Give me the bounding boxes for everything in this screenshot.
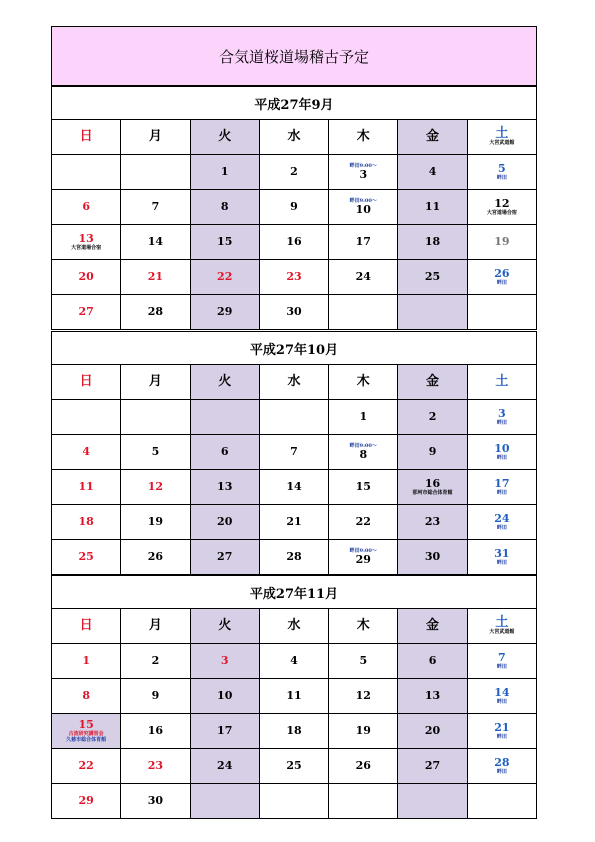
weekday-note: 大宮武道館 xyxy=(489,629,515,635)
day-number: 4 xyxy=(82,445,90,458)
day-cell xyxy=(121,225,190,260)
day-cell xyxy=(52,190,121,225)
day-cell xyxy=(121,784,190,819)
day-cell xyxy=(259,260,328,295)
day-note: 畔田9:00～ xyxy=(349,163,377,169)
day-note: 那珂市総合体育館 xyxy=(412,490,453,496)
weekday-header xyxy=(329,609,398,644)
day-cell xyxy=(467,435,536,470)
day-cell xyxy=(398,225,467,260)
day-number: 8 xyxy=(359,448,368,461)
day-number: 3 xyxy=(359,168,368,181)
day-number: 21 xyxy=(286,515,302,528)
calendar-november xyxy=(51,575,537,819)
day-number: 22 xyxy=(78,759,94,772)
day-cell xyxy=(121,435,190,470)
day-number: 29 xyxy=(217,305,233,318)
day-number: 29 xyxy=(355,553,371,566)
day-note: 畔田9:00～ xyxy=(349,548,377,554)
weekday-label: 土 xyxy=(495,374,509,389)
day-cell xyxy=(259,470,328,505)
day-cell xyxy=(398,470,467,505)
day-number: 8 xyxy=(220,200,229,213)
day-number: 30 xyxy=(424,550,441,563)
day-number: 1 xyxy=(359,410,368,423)
day-note: 畔田 xyxy=(496,560,507,566)
weekday-header xyxy=(329,365,398,400)
day-number: 26 xyxy=(494,267,510,280)
day-cell xyxy=(190,400,259,435)
weekday-label: 金 xyxy=(426,129,440,144)
weekday-header xyxy=(52,609,121,644)
day-cell xyxy=(121,400,190,435)
weekday-header xyxy=(259,365,328,400)
weekday-header xyxy=(467,609,536,644)
day-number: 28 xyxy=(147,305,164,318)
day-cell xyxy=(190,435,259,470)
day-number: 3 xyxy=(220,654,229,667)
day-cell xyxy=(398,714,467,749)
weekday-label: 水 xyxy=(287,374,301,389)
weekday-label: 金 xyxy=(426,618,440,633)
month-label: 平成27年10月 xyxy=(52,332,537,365)
weekday-header xyxy=(121,365,190,400)
day-cell xyxy=(259,435,328,470)
day-cell xyxy=(52,225,121,260)
month-label: 平成27年9月 xyxy=(52,87,537,120)
day-cell xyxy=(467,540,536,575)
day-number: 6 xyxy=(82,200,90,213)
month-label: 平成27年11月 xyxy=(52,576,537,609)
day-number: 12 xyxy=(147,480,164,493)
day-cell xyxy=(52,470,121,505)
day-cell xyxy=(121,470,190,505)
day-note: 畔田 xyxy=(496,769,507,775)
weekday-label: 日 xyxy=(79,618,93,633)
weekday-label: 木 xyxy=(356,618,370,633)
day-cell xyxy=(52,155,121,190)
day-cell xyxy=(121,644,190,679)
weekday-label: 金 xyxy=(426,374,440,389)
schedule-title-text: 合気道桜道場稽古予定 xyxy=(218,47,369,66)
day-note: 畔田 xyxy=(496,664,507,670)
day-cell xyxy=(52,644,121,679)
day-number: 28 xyxy=(494,756,510,769)
day-cell xyxy=(121,155,190,190)
day-note: 畔田 xyxy=(496,734,507,740)
day-cell xyxy=(190,540,259,575)
day-cell xyxy=(467,784,536,819)
day-cell xyxy=(121,714,190,749)
day-number: 25 xyxy=(286,759,302,772)
day-number: 15 xyxy=(78,718,94,731)
day-cell xyxy=(467,225,536,260)
weekday-note: 大宮武道館 xyxy=(489,140,515,146)
day-number: 12 xyxy=(494,197,510,210)
day-number: 23 xyxy=(424,515,441,528)
day-number: 16 xyxy=(424,477,441,490)
day-cell xyxy=(398,295,467,330)
day-number: 10 xyxy=(355,203,371,216)
day-cell xyxy=(190,749,259,784)
weekday-header xyxy=(121,609,190,644)
day-cell xyxy=(398,784,467,819)
day-cell xyxy=(259,400,328,435)
day-note: 畔田 xyxy=(496,699,507,705)
day-cell xyxy=(52,295,121,330)
weekday-header xyxy=(190,120,259,155)
day-cell xyxy=(398,644,467,679)
day-cell xyxy=(190,644,259,679)
day-cell xyxy=(398,400,467,435)
day-number: 21 xyxy=(147,270,164,283)
weekday-header xyxy=(259,609,328,644)
weekday-label: 日 xyxy=(79,374,93,389)
day-number: 18 xyxy=(424,235,441,248)
day-cell xyxy=(190,295,259,330)
day-cell xyxy=(467,644,536,679)
day-note: 久慈市総合体育館 xyxy=(66,737,107,743)
day-note: 畔田 xyxy=(496,525,507,531)
weekday-header xyxy=(398,609,467,644)
day-number: 11 xyxy=(424,200,441,213)
day-cell xyxy=(329,225,398,260)
day-number: 11 xyxy=(286,689,302,702)
day-cell xyxy=(467,400,536,435)
day-number: 11 xyxy=(78,480,94,493)
day-cell xyxy=(467,190,536,225)
weekday-header xyxy=(329,120,398,155)
day-number: 27 xyxy=(217,550,233,563)
weekday-label: 火 xyxy=(218,129,232,144)
day-cell xyxy=(52,435,121,470)
day-number: 30 xyxy=(286,305,302,318)
day-note: 畔田9:00～ xyxy=(349,443,377,449)
day-note: 畔田 xyxy=(496,420,507,426)
day-cell xyxy=(329,679,398,714)
day-number: 14 xyxy=(494,686,510,699)
day-cell xyxy=(398,505,467,540)
day-number: 21 xyxy=(494,721,510,734)
day-cell xyxy=(259,784,328,819)
day-number: 27 xyxy=(78,305,94,318)
day-cell xyxy=(52,784,121,819)
day-cell xyxy=(52,540,121,575)
day-number: 10 xyxy=(217,689,233,702)
day-number: 4 xyxy=(428,165,437,178)
day-number: 17 xyxy=(494,477,510,490)
day-cell xyxy=(121,540,190,575)
weekday-label: 火 xyxy=(218,618,232,633)
day-number: 1 xyxy=(220,165,229,178)
day-number: 13 xyxy=(424,689,441,702)
day-cell xyxy=(52,679,121,714)
day-number: 22 xyxy=(355,515,371,528)
day-number: 8 xyxy=(82,689,90,702)
day-number: 5 xyxy=(359,654,368,667)
day-note: 大宮道場合宿 xyxy=(486,210,517,216)
day-cell xyxy=(467,679,536,714)
day-cell xyxy=(121,260,190,295)
day-note: 畔田9:00～ xyxy=(349,198,377,204)
day-cell xyxy=(52,749,121,784)
day-number: 15 xyxy=(355,480,371,493)
day-cell xyxy=(329,155,398,190)
day-cell xyxy=(259,644,328,679)
day-cell xyxy=(52,400,121,435)
day-number: 17 xyxy=(355,235,371,248)
weekday-header xyxy=(398,365,467,400)
day-cell xyxy=(329,295,398,330)
day-cell xyxy=(329,644,398,679)
day-cell xyxy=(52,505,121,540)
day-cell xyxy=(121,505,190,540)
day-number: 30 xyxy=(147,794,164,807)
day-number: 6 xyxy=(428,654,437,667)
day-number: 23 xyxy=(147,759,164,772)
day-number: 24 xyxy=(494,512,510,525)
weekday-label: 月 xyxy=(148,374,162,389)
day-number: 14 xyxy=(147,235,164,248)
day-cell xyxy=(467,155,536,190)
day-cell xyxy=(259,155,328,190)
day-cell xyxy=(398,435,467,470)
calendar-october xyxy=(51,331,537,575)
day-cell xyxy=(467,505,536,540)
day-cell xyxy=(329,400,398,435)
weekday-label: 火 xyxy=(218,374,232,389)
weekday-header xyxy=(467,365,536,400)
weekday-header xyxy=(259,120,328,155)
day-number: 28 xyxy=(286,550,302,563)
day-cell xyxy=(398,190,467,225)
day-number: 10 xyxy=(494,442,510,455)
weekday-label: 月 xyxy=(148,129,162,144)
day-number: 7 xyxy=(290,445,298,458)
day-number: 14 xyxy=(286,480,302,493)
day-cell xyxy=(329,505,398,540)
day-number: 9 xyxy=(290,200,298,213)
day-number: 5 xyxy=(151,445,160,458)
day-cell xyxy=(121,190,190,225)
day-note: 古流研究講習会 xyxy=(68,731,104,737)
day-cell xyxy=(467,295,536,330)
day-number: 16 xyxy=(286,235,302,248)
day-cell xyxy=(190,155,259,190)
day-number: 7 xyxy=(151,200,160,213)
day-cell xyxy=(259,540,328,575)
day-number: 19 xyxy=(494,235,510,248)
day-note: 大宮道場合宿 xyxy=(71,245,102,251)
day-cell xyxy=(467,714,536,749)
day-cell xyxy=(259,679,328,714)
day-number: 31 xyxy=(494,547,510,560)
day-cell xyxy=(398,540,467,575)
weekday-label: 月 xyxy=(148,618,162,633)
schedule-title xyxy=(51,26,537,86)
weekday-header xyxy=(190,609,259,644)
day-cell xyxy=(190,714,259,749)
day-number: 20 xyxy=(217,515,233,528)
day-cell xyxy=(329,784,398,819)
day-cell xyxy=(329,470,398,505)
day-cell xyxy=(121,295,190,330)
day-cell xyxy=(190,470,259,505)
day-cell xyxy=(398,749,467,784)
weekday-label: 水 xyxy=(287,618,301,633)
day-number: 6 xyxy=(220,445,229,458)
weekday-header xyxy=(398,120,467,155)
day-cell xyxy=(52,714,121,749)
day-cell xyxy=(398,260,467,295)
day-number: 19 xyxy=(147,515,164,528)
day-number: 4 xyxy=(290,654,298,667)
day-note: 畔田 xyxy=(496,455,507,461)
day-cell xyxy=(329,749,398,784)
day-number: 24 xyxy=(355,270,371,283)
day-number: 1 xyxy=(82,654,90,667)
day-number: 20 xyxy=(424,724,441,737)
day-cell xyxy=(467,749,536,784)
day-number: 7 xyxy=(498,651,506,664)
day-cell xyxy=(121,679,190,714)
day-number: 2 xyxy=(290,165,298,178)
day-number: 12 xyxy=(355,689,371,702)
day-number: 25 xyxy=(78,550,94,563)
day-number: 24 xyxy=(217,759,233,772)
day-number: 19 xyxy=(355,724,371,737)
day-number: 13 xyxy=(78,232,94,245)
day-number: 18 xyxy=(286,724,302,737)
day-number: 9 xyxy=(428,445,437,458)
day-cell xyxy=(259,714,328,749)
day-number: 17 xyxy=(217,724,233,737)
day-cell xyxy=(121,749,190,784)
day-cell xyxy=(190,225,259,260)
weekday-header xyxy=(190,365,259,400)
weekday-label: 木 xyxy=(356,374,370,389)
day-cell xyxy=(329,190,398,225)
day-cell xyxy=(190,260,259,295)
day-number: 2 xyxy=(151,654,160,667)
day-number: 16 xyxy=(147,724,164,737)
day-number: 23 xyxy=(286,270,302,283)
day-cell xyxy=(398,155,467,190)
day-cell xyxy=(190,505,259,540)
day-number: 25 xyxy=(424,270,441,283)
day-note: 畔田 xyxy=(496,175,507,181)
day-cell xyxy=(259,505,328,540)
day-number: 9 xyxy=(151,689,160,702)
weekday-header xyxy=(467,120,536,155)
day-cell xyxy=(52,260,121,295)
weekday-label: 日 xyxy=(79,129,93,144)
day-number: 20 xyxy=(78,270,94,283)
weekday-label: 土 xyxy=(495,126,509,141)
day-cell xyxy=(467,260,536,295)
day-number: 22 xyxy=(217,270,233,283)
day-cell xyxy=(329,435,398,470)
day-note: 畔田 xyxy=(496,490,507,496)
weekday-label: 木 xyxy=(356,129,370,144)
weekday-label: 土 xyxy=(495,615,509,630)
day-cell xyxy=(259,295,328,330)
day-number: 2 xyxy=(428,410,437,423)
day-cell xyxy=(259,190,328,225)
day-cell xyxy=(259,225,328,260)
day-cell xyxy=(259,749,328,784)
day-cell xyxy=(398,679,467,714)
day-number: 26 xyxy=(355,759,371,772)
day-number: 29 xyxy=(78,794,94,807)
weekday-header xyxy=(52,120,121,155)
day-note: 畔田 xyxy=(496,280,507,286)
day-number: 15 xyxy=(217,235,233,248)
weekday-header xyxy=(52,365,121,400)
day-number: 26 xyxy=(147,550,164,563)
day-cell xyxy=(190,190,259,225)
day-cell xyxy=(329,540,398,575)
day-cell xyxy=(329,260,398,295)
day-number: 27 xyxy=(424,759,441,772)
day-cell xyxy=(467,470,536,505)
day-cell xyxy=(190,679,259,714)
day-cell xyxy=(190,784,259,819)
day-number: 18 xyxy=(78,515,94,528)
day-number: 13 xyxy=(217,480,233,493)
day-cell xyxy=(329,714,398,749)
weekday-label: 水 xyxy=(287,129,301,144)
day-number: 5 xyxy=(498,162,506,175)
calendar-september xyxy=(51,86,537,330)
weekday-header xyxy=(121,120,190,155)
day-number: 3 xyxy=(498,407,506,420)
